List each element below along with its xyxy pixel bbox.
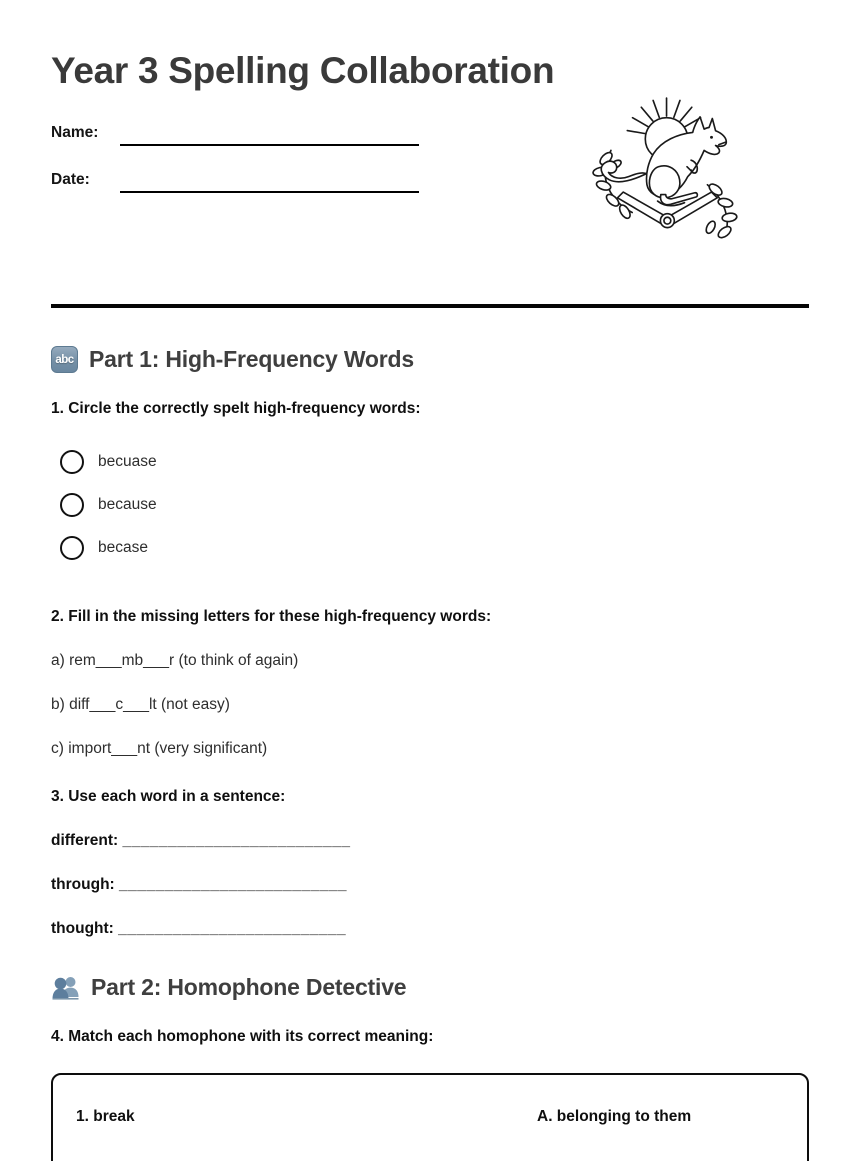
abc-keycap-icon: abc [51,346,78,373]
sentence-word-label: different: [51,832,119,849]
option-label: becase [98,539,148,556]
question-1-prompt: 1. Circle the correctly spelt high-frequency words: [51,400,421,417]
part1-heading [51,346,809,373]
busts-in-silhouette-icon [51,974,81,1001]
radio-circle-icon[interactable] [60,493,84,517]
question-2-prompt: 2. Fill in the missing letters for these high-frequency words: [51,608,492,625]
option-row [60,493,809,517]
date-label: Date: [51,171,90,188]
question-4-prompt: 4. Match each homophone with its correct meaning: [51,1028,434,1045]
name-input-line[interactable] [120,124,419,146]
option-row [60,536,809,560]
match-left-item: 1. break [76,1108,135,1125]
sentence-word-label: thought: [51,920,114,937]
matching-exercise-box [51,1073,809,1161]
radio-circle-icon[interactable] [60,536,84,560]
fill-in-item-c: c) import___nt (very significant) [51,740,268,757]
match-right-item: A. belonging to them [537,1108,692,1125]
sentence-word-label: through: [51,876,115,893]
section-divider [51,304,809,308]
sentence-row-different [51,832,809,850]
name-label: Name: [51,124,99,141]
fill-in-item-a: a) rem___mb___r (to think of again) [51,652,299,669]
sentence-blank-line[interactable]: _________________________ [119,876,348,893]
sentence-row-thought [51,920,809,938]
date-input-line[interactable] [120,171,419,193]
page-title: Year 3 Spelling Collaboration [51,50,555,91]
option-label: becuase [98,453,157,470]
sentence-blank-line[interactable]: _________________________ [122,832,351,849]
radio-circle-icon[interactable] [60,450,84,474]
part2-heading-text: Part 2: Homophone Detective [91,974,407,1000]
sentence-row-through [51,876,809,894]
option-row [60,450,809,474]
part1-heading-text: Part 1: High-Frequency Words [89,346,414,372]
question-3-prompt: 3. Use each word in a sentence: [51,788,286,805]
sentence-blank-line[interactable]: _________________________ [118,920,347,937]
question-1-options [51,450,809,560]
option-label: because [98,496,157,513]
kangaroo-illustration [575,82,763,258]
part2-heading [51,974,809,1001]
fill-in-item-b: b) diff___c___lt (not easy) [51,696,230,713]
